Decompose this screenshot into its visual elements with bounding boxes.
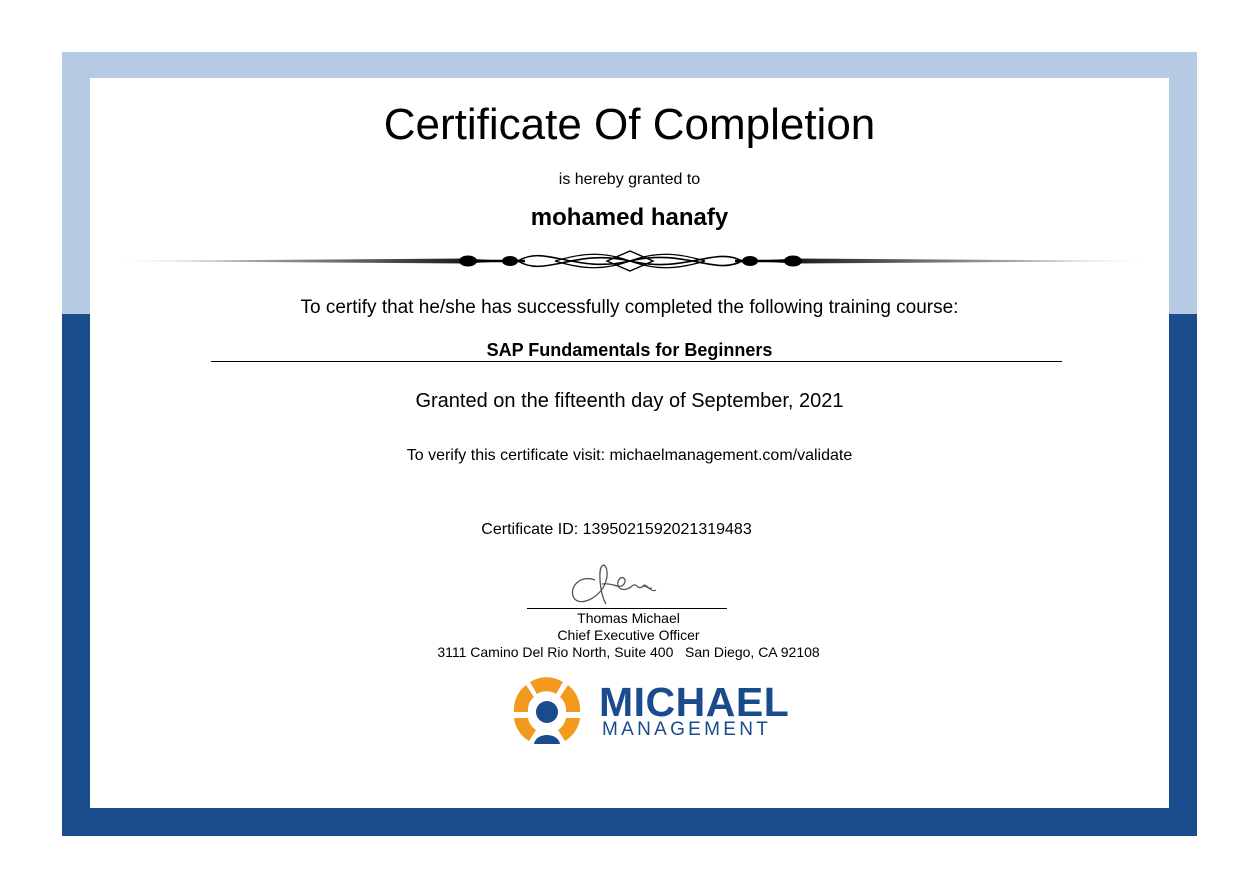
certify-statement: To certify that he/she has successfully completed the following training course: (300, 297, 959, 318)
signer-title: Chief Executive Officer (557, 627, 700, 643)
certificate-frame (62, 52, 1197, 836)
logo-wordmark: MICHAEL (599, 679, 790, 725)
signer-name: Thomas Michael (577, 610, 680, 626)
certificate-title: Certificate Of Completion (383, 100, 876, 149)
course-underline (211, 361, 1062, 362)
decorative-divider-flourish (105, 246, 1155, 276)
logo-subtitle: MANAGEMENT (602, 719, 772, 740)
signature-image (562, 560, 692, 610)
signature-line (527, 608, 727, 609)
certificate-card (90, 78, 1169, 808)
certificate-id: Certificate ID: 1395021592021319483 (481, 521, 752, 538)
course-name: SAP Fundamentals for Beginners (486, 340, 773, 360)
michael-management-logo-icon (510, 676, 584, 748)
verify-instructions: To verify this certificate visit: michaelmanagement.com/validate (406, 447, 853, 464)
granted-to-label: is hereby granted to (558, 171, 701, 188)
company-logo (510, 676, 790, 748)
recipient-name: mohamed hanafy (530, 204, 729, 231)
company-address: 3111 Camino Del Rio North, Suite 400 San Diego, CA 92108 (437, 644, 820, 660)
granted-on-date: Granted on the fifteenth day of September, 2021 (415, 390, 844, 412)
